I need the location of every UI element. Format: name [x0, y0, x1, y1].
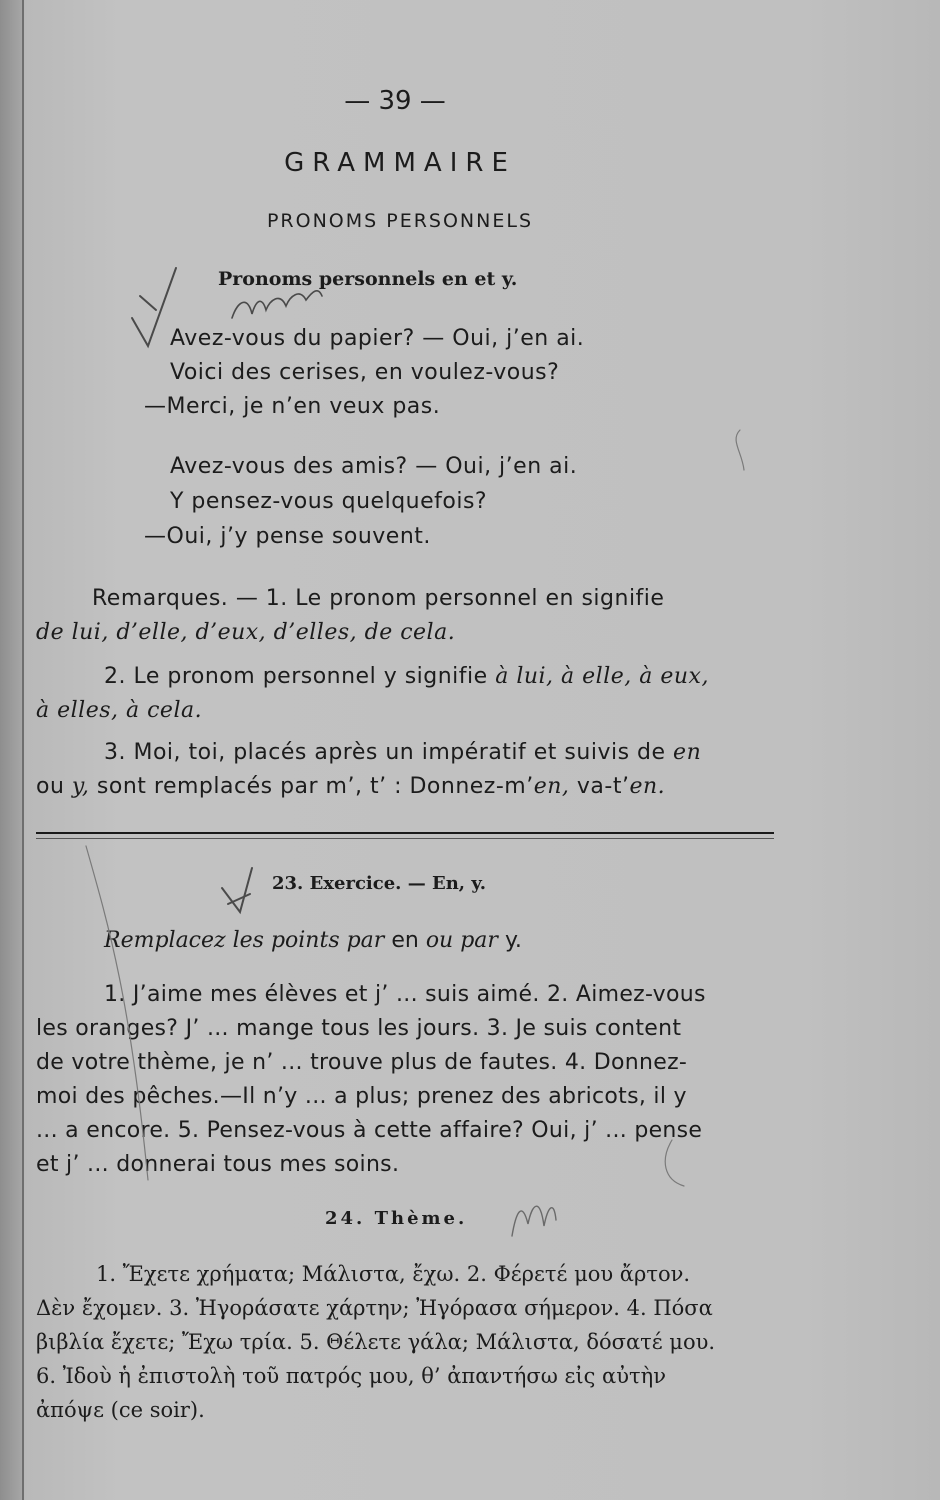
example-line-2: Voici des cerises, en voulez-vous? — [170, 360, 560, 385]
example-line-4: Avez-vous des amis? — Oui, j’en ai. — [170, 454, 578, 479]
remarque-3-ital-y: y, — [71, 774, 90, 799]
example-line-6: —Oui, j’y pense souvent. — [144, 524, 431, 549]
remarque-3-text-b: sont remplacés par m’, t’ : Donnez-m’ — [96, 774, 534, 799]
remarques-label: Remarques. — [92, 586, 229, 611]
pencil-scribble-top — [232, 291, 322, 318]
theme-line-3: βιβλία ἔχετε; Ἔχω τρία. 5. Θέλετε γάλα; Μάλιστα, δόσατέ μου. — [36, 1330, 716, 1354]
theme-line-1: 1. Ἔχετε χρήματα; Μάλιστα, ἔχω. 2. Φέρετέ μου ἄρτον. — [96, 1262, 691, 1286]
exercise-line-3: de votre thème, je n’ ... trouve plus de fautes. 4. Donnez- — [36, 1050, 688, 1075]
theme-line-5: ἀπόψε (ce soir). — [36, 1398, 205, 1422]
remarque-2-meaning-b: à elles, à cela. — [36, 698, 203, 723]
instruction-en: en — [391, 928, 419, 953]
remarque-1-intro: — 1. Le pronom personnel en signifie — [235, 586, 665, 611]
exercise-line-5: ... a encore. 5. Pensez-vous à cette affaire? Oui, j’ ... pense — [36, 1118, 703, 1143]
remarque-3-line-a — [104, 740, 701, 765]
remarque-3-ital-en-2: en, — [533, 774, 570, 799]
exercise-heading: 23. Exercice. — En, y. — [272, 873, 486, 894]
theme-line-2: Δὲν ἔχομεν. 3. Ἠγοράσατε χάρτην; Ἠγόρασα σήμερον. 4. Πόσα — [36, 1296, 713, 1320]
remarque-3-text-a: 3. Moi, toi, placés après un impératif et suivis de — [104, 740, 666, 765]
section-title: PRONOMS PERSONNELS — [266, 210, 534, 232]
remarque-3-ital-en-3: en. — [629, 774, 666, 799]
exercise-line-4: moi des pêches.—Il n’y ... a plus; prenez des abricots, il y — [36, 1084, 687, 1109]
remarque-2-intro: 2. Le pronom personnel y signifie — [104, 664, 488, 689]
example-line-5: Y pensez-vous quelquefois? — [170, 489, 488, 514]
instruction-text-a: Remplacez les points par — [104, 928, 385, 953]
subsection-title: Pronoms personnels en et y. — [218, 268, 518, 290]
remarque-3-va: va-t’ — [576, 774, 630, 799]
pencil-scribble-theme — [512, 1206, 556, 1236]
section-divider — [36, 832, 774, 834]
instruction-y: y. — [504, 928, 522, 953]
remarque-3-line-b — [36, 774, 665, 799]
remarque-1-line — [92, 586, 664, 611]
remarque-2-line — [104, 664, 709, 689]
remarque-2-meaning-a: à lui, à elle, à eux, — [495, 664, 709, 689]
remarque-1-meaning: de lui, d’elle, d’eux, d’elles, de cela. — [36, 620, 456, 645]
section-divider-thin — [36, 838, 774, 839]
page-number: — 39 — — [344, 86, 446, 116]
exercise-line-6: et j’ ... donnerai tous mes soins. — [36, 1152, 400, 1177]
remarque-3-ital-en: en — [673, 740, 702, 765]
exercise-line-1: 1. J’aime mes élèves et j’ ... suis aimé. 2. Aimez-vous — [104, 982, 706, 1007]
instruction-text-b: ou par — [425, 928, 498, 953]
theme-line-4: 6. Ἰδοὺ ἡ ἐπιστολὴ τοῦ πατρός μου, θ’ ἀπαντήσω εἰς αὐτὴν — [36, 1364, 666, 1388]
chapter-title: GRAMMAIRE — [284, 148, 516, 178]
example-line-3: —Merci, je n’en veux pas. — [144, 394, 441, 419]
exercise-line-2: les oranges? J’ ... mange tous les jours. 3. Je suis content — [36, 1016, 682, 1041]
remarque-3-ou: ou — [36, 774, 65, 799]
theme-heading: 24. Thème. — [325, 1208, 468, 1229]
exercise-instruction — [104, 928, 522, 953]
pencil-checkmark-exercise — [222, 868, 252, 912]
example-line-1: Avez-vous du papier? — Oui, j’en ai. — [170, 326, 585, 351]
